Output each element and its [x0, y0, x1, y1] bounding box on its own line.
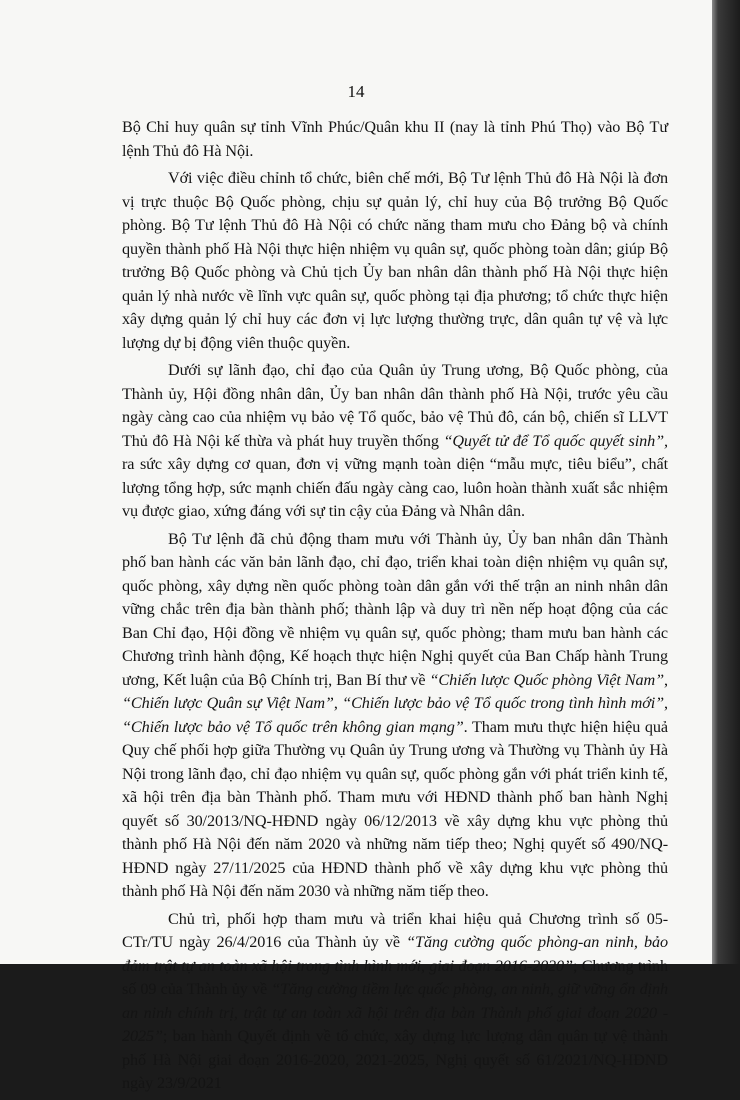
- italic-text-run: “Tăng cường tiềm lực quốc phòng, an ninh, giữ vững ổn định an ninh chính trị, trật tự an toàn xã hội trên địa bàn Thành phố giai đoạn 2020 - 2025”: [122, 980, 669, 1045]
- text-run: ,: [664, 694, 668, 712]
- text-run: Chủ trì, phối hợp tham mưu và triển khai hiệu quả Chương trình số 05-CTr/TU ngày 26/4/2016 của Thành ủy về: [122, 909, 668, 951]
- text-run: Dưới sự lãnh đạo, chỉ đạo của Quân ủy Trung ương, Bộ Quốc phòng, của Thành ủy, Hội đồng nhân dân, Ủy ban nhân dân thành phố Hà Nội, trước yêu cầu ngày càng cao của nhiệm vụ bảo vệ Tổ quốc, bảo vệ Thủ đô, cán bộ, chiến sĩ LLVT Thủ đô Hà Nội kế thừa và phát huy truyền thống: [122, 361, 668, 450]
- text-run: . Tham mưu thực hiện hiệu quả Quy chế phối hợp giữa Thường vụ Quân ủy Trung ương và Thường vụ Thành ủy Hà Nội trong lãnh đạo, chỉ đạo nhiệm vụ quân sự, quốc phòng gắn với phát triển kinh tế, xã hội trên địa bàn Thành phố. Tham mưu với HĐND thành phố ban hành Nghị quyết số 30/2013/NQ-HĐND ngày 06/12/2013 về xây dựng khu vực phòng thủ thành phố Hà Nội đến năm 2020 và những năm tiếp theo; Nghị quyết số 490/NQ-HĐND ngày 27/11/2025 của HĐND thành phố về xây dựng khu vực phòng thủ thành phố Hà Nội đến năm 2030 và những năm tiếp theo.: [122, 717, 668, 900]
- text-run: ,: [333, 694, 343, 712]
- italic-text-run: “Chiến lược bảo vệ Tổ quốc trong tình hình mới”: [342, 694, 665, 712]
- paragraph: [122, 359, 668, 524]
- text-run: ra sức xây dựng cơ quan, đơn vị vững mạnh toàn diện “mẫu mực, tiêu biểu”, chất lượng tổng hợp, sức mạnh chiến đấu ngày càng cao, luôn hoàn thành xuất sắc nhiệm vụ được giao, xứng đáng với sự tin cậy của Đảng và Nhân dân.: [122, 455, 668, 520]
- text-run: ; ban hành Quyết định về tổ chức, xây dựng lực lượng dân quân tự vệ thành phố Hà Nội giai đoạn 2016-2020, 2021-2025, Nghị quyết số 61/2021/NQ-HĐND ngày 23/9/2021: [122, 1027, 668, 1092]
- text-run: Bộ Chỉ huy quân sự tỉnh Vĩnh Phúc/Quân khu II (nay là tỉnh Phú Thọ) vào Bộ Tư lệnh Thủ đô Hà Nội.: [122, 118, 668, 160]
- text-run: Với việc điều chỉnh tổ chức, biên chế mới, Bộ Tư lệnh Thủ đô Hà Nội là đơn vị trực thuộc Bộ Quốc phòng, chịu sự quản lý, chỉ huy của Bộ trưởng Bộ Quốc phòng. Bộ Tư lệnh Thủ đô Hà Nội có chức năng tham mưu cho Đảng bộ và chính quyền thành phố Hà Nội thực hiện nhiệm vụ quân sự, quốc phòng toàn dân; giúp Bộ trưởng Bộ Quốc phòng và Chủ tịch Ủy ban nhân dân thành phố Hà Nội thực hiện quản lý nhà nước về lĩnh vực quân sự, quốc phòng tại địa phương; tổ chức thực hiện xây dựng quản lý chỉ huy các đơn vị lực lượng thường trực, dân quân tự vệ và lực lượng dự bị động viên thuộc quyền.: [122, 169, 668, 352]
- paragraph: [122, 528, 668, 904]
- paragraph: [122, 908, 668, 1096]
- italic-text-run: “Quyết tử để Tổ quốc quyết sinh”,: [443, 431, 668, 450]
- italic-text-run: “Chiến lược bảo vệ Tổ quốc trên không gian mạng”: [122, 717, 464, 736]
- paragraph: [122, 116, 668, 163]
- text-run: ,: [664, 670, 668, 689]
- page-number: 14: [347, 82, 365, 101]
- italic-text-run: “Chiến lược Quốc phòng Việt Nam”: [429, 670, 665, 689]
- italic-text-run: “Tăng cường quốc phòng-an ninh, bảo đảm trật tự an toàn xã hội trong tình hình mới, giai đoạn 2016-2020”: [122, 933, 669, 975]
- scan-edge-shadow: [712, 0, 740, 964]
- text-run: Bộ Tư lệnh đã chủ động tham mưu với Thành ủy, Ủy ban nhân dân Thành phố ban hành các văn bản lãnh đạo, chỉ đạo, triển khai toàn diện nhiệm vụ quân sự, quốc phòng, xây dựng nền quốc phòng toàn dân gắn với thế trận an ninh nhân dân vững chắc trên địa bàn thành phố; thành lập và duy trì nền nếp hoạt động của các Ban Chỉ đạo, Hội đồng về nhiệm vụ quân sự, quốc phòng; tham mưu ban hành các Chương trình hành động, Kế hoạch thực hiện Nghị quyết của Ban Chấp hành Trung ương, Kết luận của Bộ Chính trị, Ban Bí thư về: [122, 529, 668, 689]
- paragraph: [122, 167, 668, 355]
- document-body: [122, 116, 668, 1100]
- italic-text-run: “Chiến lược Quân sự Việt Nam”: [122, 694, 334, 712]
- text-run: ; Chương trình số 09 của Thành ủy về: [122, 956, 668, 998]
